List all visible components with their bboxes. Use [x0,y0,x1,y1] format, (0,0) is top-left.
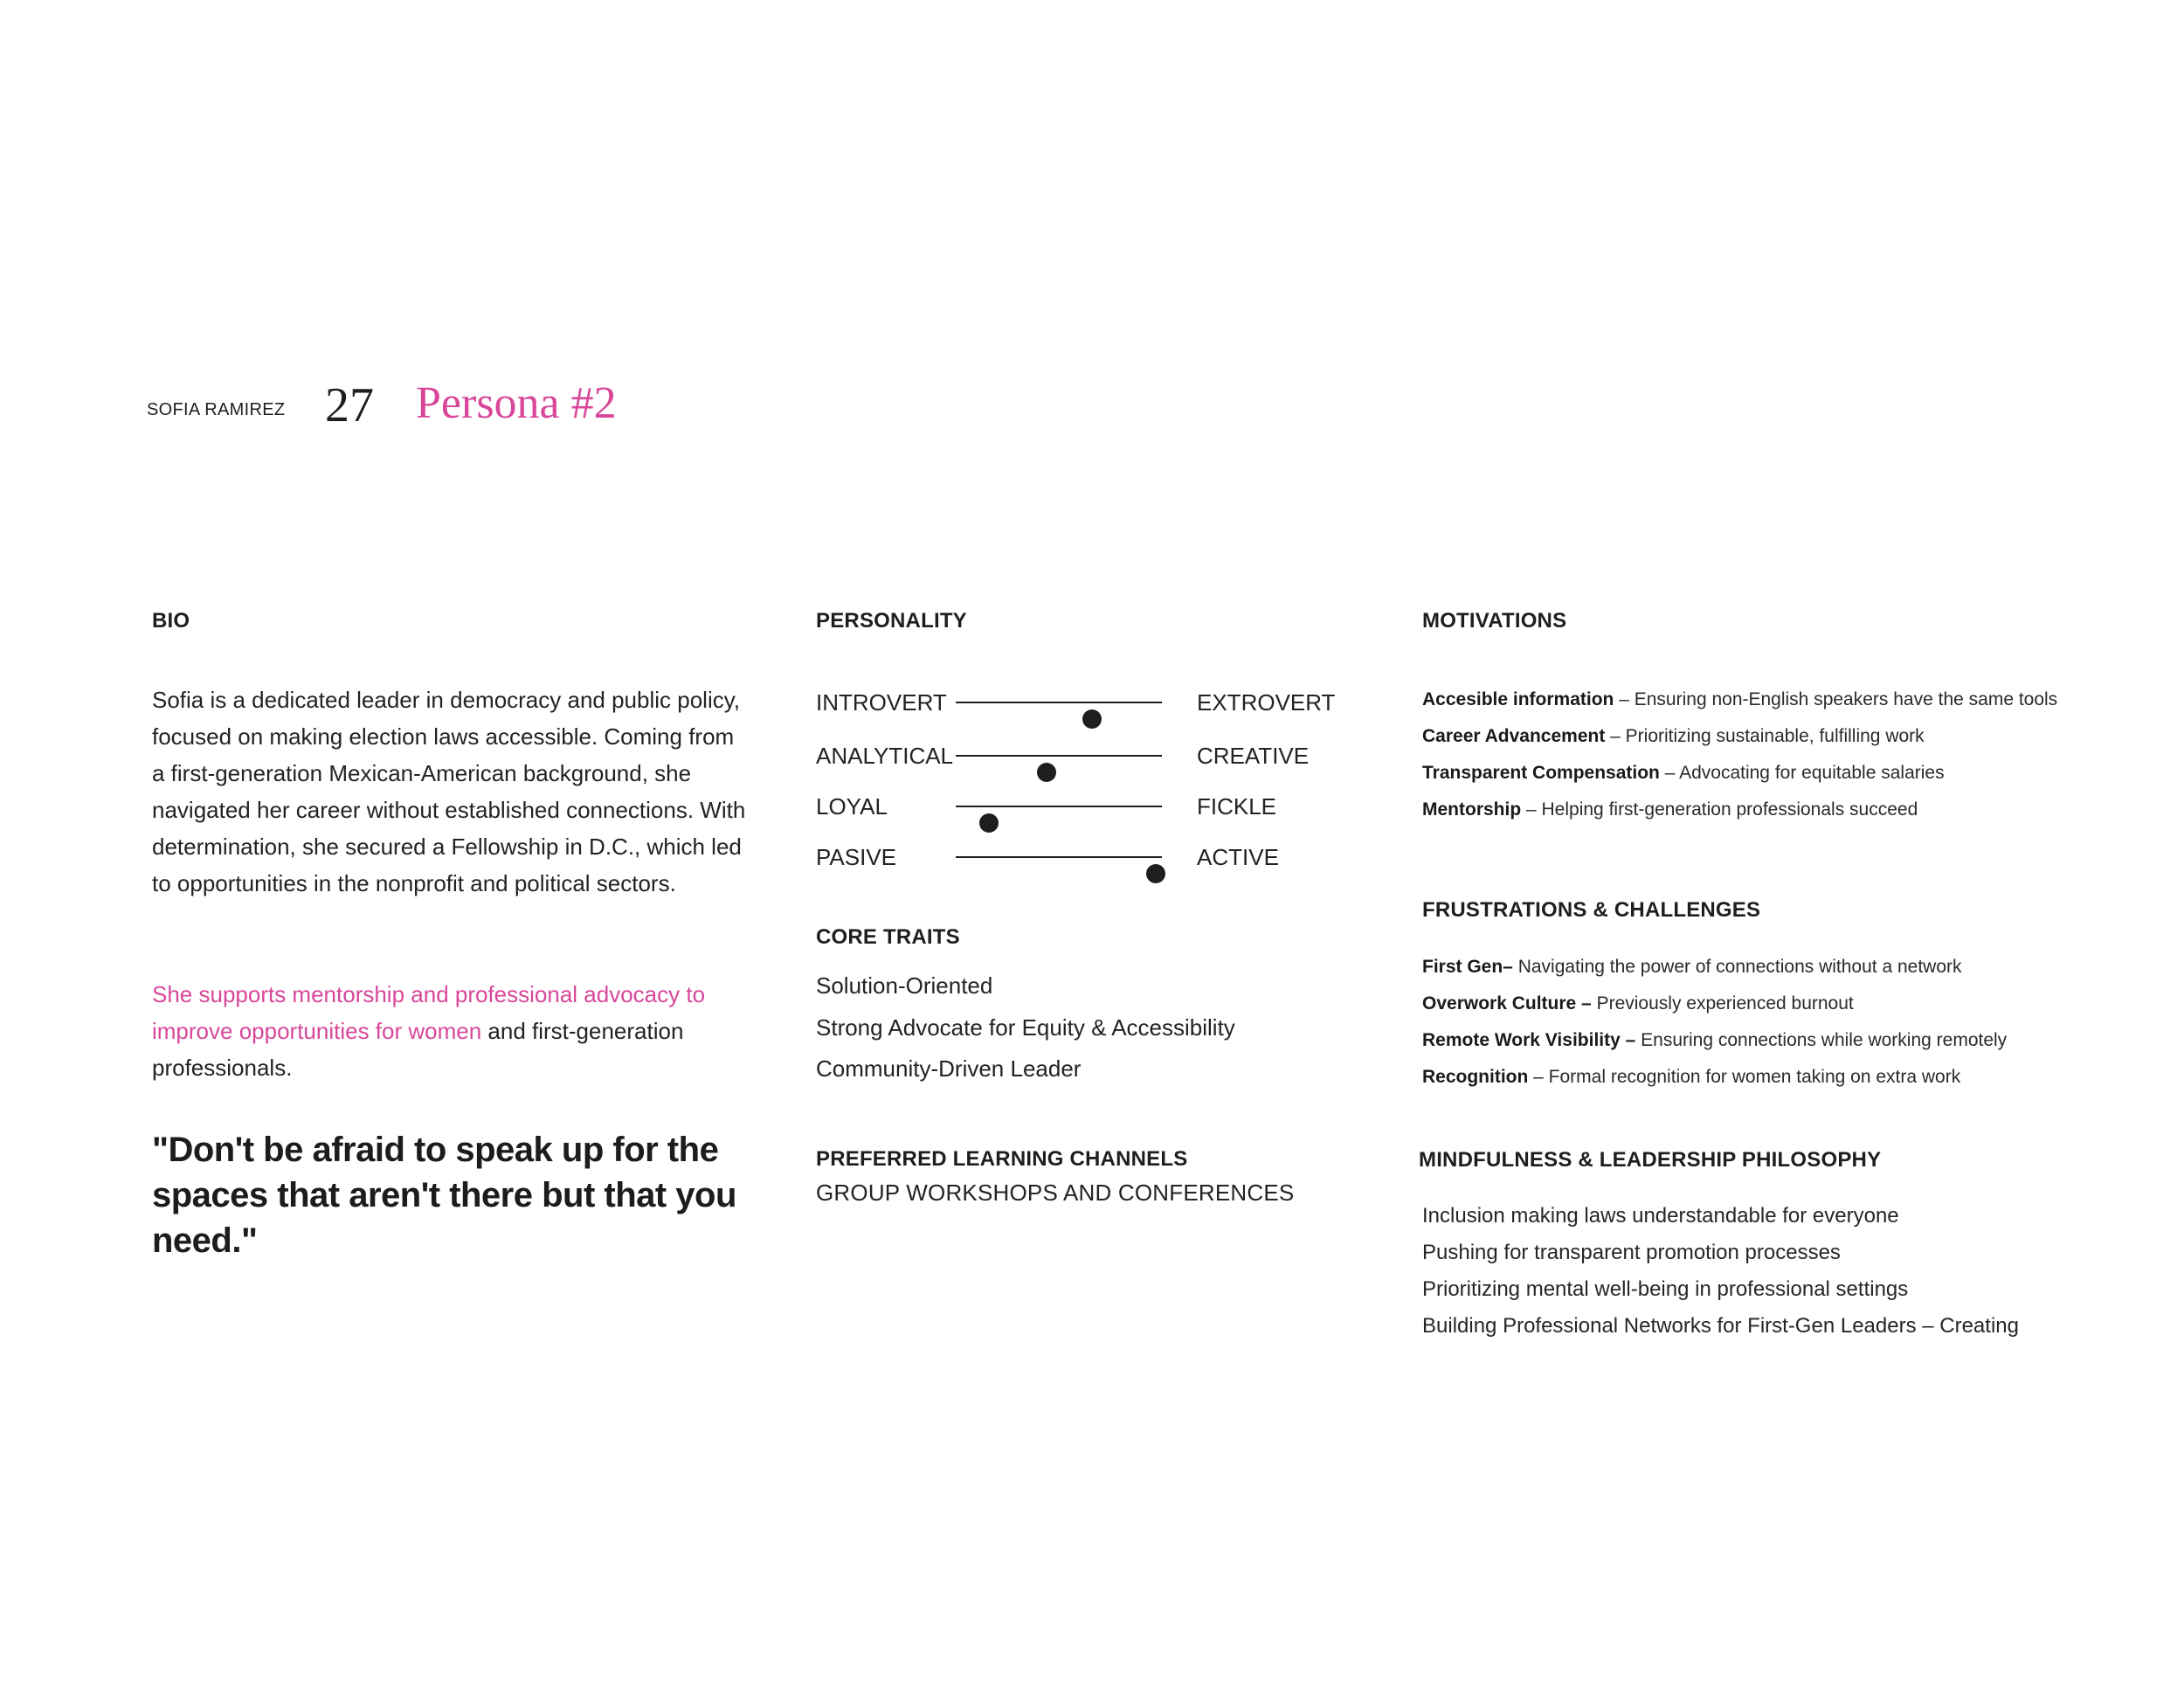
trait-slider-knob [1146,864,1165,883]
core-trait-item: Community-Driven Leader [816,1055,1082,1082]
frustration-item [1422,1064,1960,1090]
motivation-item [1422,723,1925,750]
personality-trait-pasive-active [816,840,1375,875]
frustration-text: Navigating the power of connections without a network [1512,957,1962,977]
motivation-text: – Ensuring non-English speakers have the same tools [1614,689,2058,709]
personality-trait-analytical-creative [816,738,1375,773]
motivation-label: Accesible information [1422,689,1614,709]
frustration-item [1422,1027,2007,1054]
motivation-item [1422,760,1945,786]
frustration-text: Previously experienced burnout [1591,993,1854,1013]
persona-name: SOFIA RAMIREZ [147,400,286,419]
page-number: 27 [325,378,374,432]
frustration-item [1422,954,1962,980]
trait-right-label: CREATIVE [1197,743,1310,769]
philosophy-item: Inclusion making laws understandable for everyone [1422,1204,1899,1228]
bio-highlight-rest: and first-generation professionals. [152,1018,684,1081]
motivation-text: – Prioritizing sustainable, fulfilling work [1605,726,1925,746]
trait-left-label: INTROVERT [816,689,947,716]
personality-heading: PERSONALITY [816,609,967,633]
motivation-label: Transparent Compensation [1422,763,1660,783]
motivation-label: Mentorship [1422,799,1522,820]
motivation-item [1422,687,2057,713]
persona-quote: "Don't be afraid to speak up for the spaces that aren't there but that you need." [152,1131,736,1260]
frustration-text: – Formal recognition for women taking on extra work [1528,1067,1961,1087]
core-trait-item: Strong Advocate for Equity & Accessibility [816,1014,1235,1041]
motivation-text: – Helping first-generation professionals succeed [1521,799,1918,820]
trait-slider-track [956,856,1162,858]
trait-right-label: FICKLE [1197,793,1277,820]
trait-slider-track [956,806,1162,807]
frustration-label: Remote Work Visibility – [1422,1030,1636,1050]
frustration-label: Overwork Culture – [1422,993,1592,1013]
trait-right-label: ACTIVE [1197,844,1279,870]
bio-paragraph: Sofia is a dedicated leader in democracy and public policy, focused on making election laws accessible. Coming from a first-generation Mexican-American background, she navigated her career without established connections. With determination, she secured a Fellowship in D.C., which led to opportunities in the nonprofit and political sectors. [152,687,746,896]
philosophy-item: Pushing for transparent promotion processes [1422,1241,1841,1264]
bio-heading: BIO [152,609,190,633]
frustration-label: First Gen– [1422,957,1513,977]
motivation-item [1422,797,1918,823]
trait-slider-knob [979,813,999,833]
frustrations-heading: FRUSTRATIONS & CHALLENGES [1422,898,1761,922]
personality-trait-introvert-extrovert [816,685,1375,720]
trait-left-label: ANALYTICAL [816,743,954,769]
frustration-item [1422,991,1854,1017]
persona-title: Persona #2 [416,378,617,428]
trait-left-label: LOYAL [816,793,888,820]
frustration-text: Ensuring connections while working remotely [1635,1030,2008,1050]
core-traits-heading: CORE TRAITS [816,925,960,949]
trait-slider-track [956,702,1162,703]
trait-slider-knob [1037,763,1056,782]
philosophy-heading: MINDFULNESS & LEADERSHIP PHILOSOPHY [1419,1148,1882,1172]
personality-trait-loyal-fickle [816,789,1375,824]
trait-slider-track [956,755,1162,757]
frustration-label: Recognition [1422,1067,1529,1087]
bio-highlight-accent: She supports mentorship and professional advocacy to improve opportunities for women [152,981,706,1044]
philosophy-item: Prioritizing mental well-being in professional settings [1422,1277,1909,1301]
motivations-heading: MOTIVATIONS [1422,609,1567,633]
trait-slider-knob [1082,709,1102,729]
trait-right-label: EXTROVERT [1197,689,1336,716]
core-trait-item: Solution-Oriented [816,972,993,999]
philosophy-item: Building Professional Networks for First-Gen Leaders – Creating [1422,1314,2019,1338]
learning-channels-heading: PREFERRED LEARNING CHANNELS [816,1147,1188,1171]
learning-channels-value: GROUP WORKSHOPS AND CONFERENCES [816,1180,1295,1206]
motivation-label: Career Advancement [1422,726,1606,746]
bio-highlight [152,976,746,1086]
trait-left-label: PASIVE [816,844,897,870]
motivation-text: – Advocating for equitable salaries [1659,763,1945,783]
